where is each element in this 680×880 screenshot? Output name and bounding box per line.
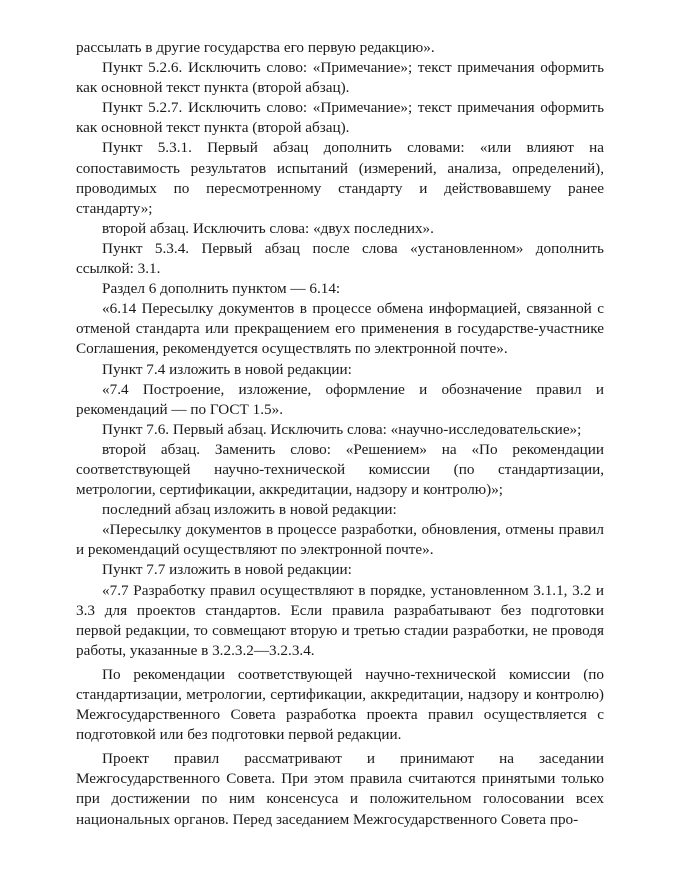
paragraph-item-7-6: Пункт 7.6. Первый абзац. Исключить слова: «научно-исследовательские»;	[102, 420, 582, 438]
paragraph-7-4-text: «7.4 Построение, изложение, оформление и обозначение правил и рекомендаций — по ГОСТ 1.5».	[76, 380, 604, 418]
paragraph-section-6: Раздел 6 дополнить пунктом — 6.14:	[102, 280, 341, 298]
paragraph-continuation: рассылать в другие государства его первую редакцию».	[76, 39, 435, 56]
paragraph-7-6-last: последний абзац изложить в новой редакции:	[102, 501, 397, 519]
paragraph-item-7-4: Пункт 7.4 изложить в новой редакции:	[102, 360, 352, 378]
paragraph-7-7-text: «7.7 Разработку правил осуществляют в порядке, установленном 3.1.1, 3.2 и 3.3 для проектов стандартов. Если правила разрабатывают без подготовки первой редакции, то совмещают вторую и третью стадии разработки, не проводя работы, указанные в 3.2.3.2—3.2.3.4.	[76, 581, 604, 659]
paragraph-item-5-3-4: Пункт 5.3.4. Первый абзац после слова «установленном» дополнить ссылкой: 3.1.	[76, 239, 604, 278]
paragraph-7-7-recommendation: По рекомендации соответствующей научно-технической комиссии (по стандартизации, метрологии, сертификации, аккредитации, надзору и контролю) Межгосударственного Совета разработка проекта правил осуществляется с подготовкой или без подготовки первой редакции.	[76, 665, 604, 744]
paragraph-7-6-second: второй абзац. Заменить слово: «Решением» на «По рекомендации соответствующей научно-технической комиссии (по стандартизации, метрологии, сертификации, аккредитации, надзору и контролю)»;	[76, 440, 604, 499]
paragraph-item-5-2-7: Пункт 5.2.7. Исключить слово: «Примечание»; текст примечания оформить как основной текст пункта (второй абзац).	[76, 99, 604, 137]
paragraph-item-7-7: Пункт 7.7 изложить в новой редакции:	[102, 561, 352, 579]
paragraph-5-3-1-second: второй абзац. Исключить слова: «двух последних».	[102, 219, 434, 237]
paragraph-6-14-text: «6.14 Пересылку документов в процессе обмена информацией, связанной с отменой стандарта или прекращением его применения в государстве-участнике Соглашения, рекомендуется осуществлять по электронной почте».	[76, 300, 604, 358]
paragraph-item-5-2-6: Пункт 5.2.6. Исключить слово: «Примечание»; текст примечания оформить как основной текст пункта (второй абзац).	[76, 59, 604, 97]
paragraph-7-7-adoption: Проект правил рассматривают и принимают на заседании Межгосударственного Совета. При этом правила считаются принятыми только при достижении по ним консенсуса и положительном голосовании всех национальных органов. Перед заседанием Межгосударственного Совета про-	[76, 750, 604, 828]
paragraph-7-6-last-text: «Пересылку документов в процессе разработки, обновления, отмены правил и рекомендаций осуществляют по электронной почте».	[76, 521, 604, 559]
document-page	[76, 38, 604, 830]
paragraph-item-5-3-1: Пункт 5.3.1. Первый абзац дополнить словами: «или влияют на сопоставимость результатов испытаний (измерений, анализа, определений), проводимых по пересмотренному стандарту и действовавшему ранее стандарту»;	[76, 139, 604, 217]
